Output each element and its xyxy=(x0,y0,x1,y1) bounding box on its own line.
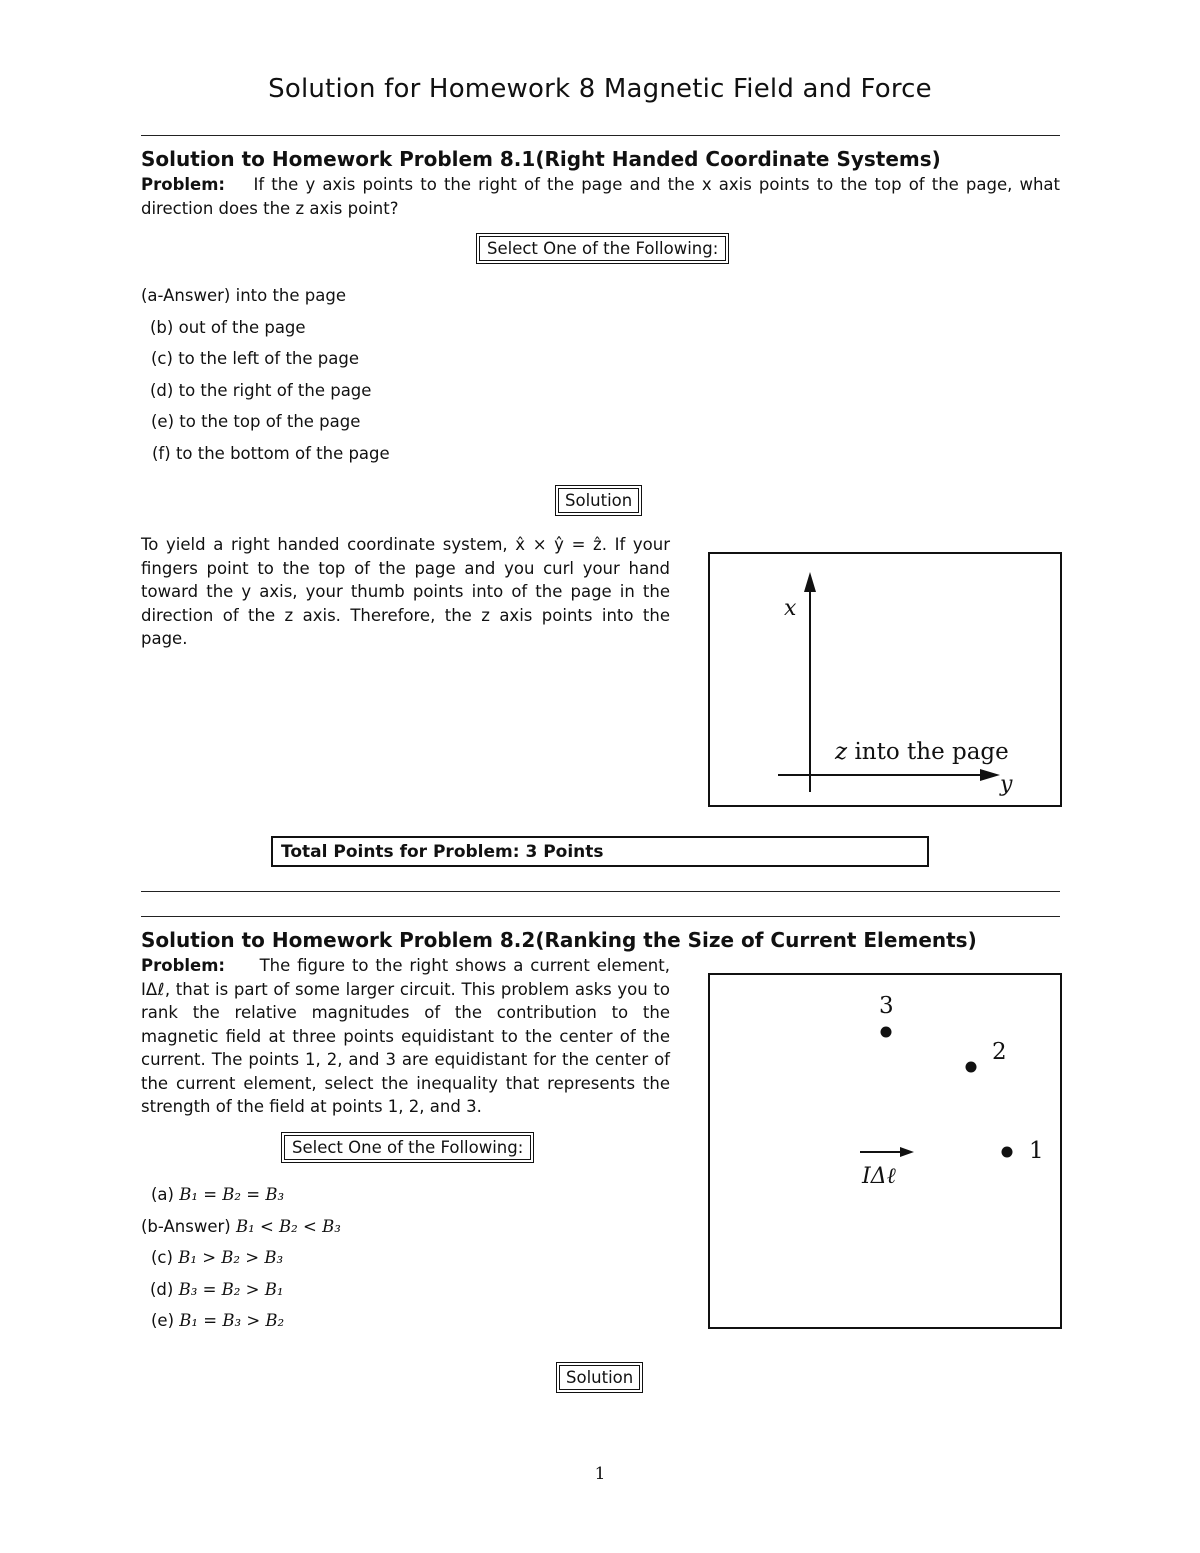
point-3-label: 3 xyxy=(879,993,894,1019)
problem-heading: Solution to Homework Problem 8.2(Ranking the Size of Current Elements) xyxy=(141,928,977,952)
choice-label: (e) xyxy=(151,412,175,431)
choice-label: (a-Answer) xyxy=(141,286,231,305)
solution-text: To yield a right handed coordinate system, x̂ × ŷ = ẑ. If your fingers point to the top of the page and you curl your hand toward the y axis, your thumb points into of the page in the direction of the z axis. Therefore, the z axis points into the page. xyxy=(141,535,670,648)
list-item xyxy=(141,381,390,413)
problem-label: Problem: xyxy=(141,956,226,975)
choice-label: (b) xyxy=(150,317,174,337)
z-axis-label: z xyxy=(835,739,848,765)
choice-text: into the page xyxy=(235,286,346,305)
select-box xyxy=(476,233,729,264)
coordinate-figure xyxy=(708,552,1062,807)
document-title: Solution for Homework 8 Magnetic Field and Force xyxy=(268,74,932,104)
list-item xyxy=(141,444,390,476)
point-1-dot xyxy=(1002,1147,1013,1158)
select-box xyxy=(281,1132,534,1163)
point-2-dot xyxy=(966,1062,977,1073)
problem-text: The figure to the right shows a current element, IΔℓ, that is part of some larger circuit. This problem asks you to rank the relative magnitudes of the contribution to the magnetic field at three points equidistant to the center of the current. The points 1, 2, and 3 are equidistant for the center of the current element, select the inequality that represents the strength of the field at points 1, 2, and 3. xyxy=(141,956,670,1116)
choice-text: B₁ = B₃ > B₂ xyxy=(179,1311,285,1330)
points-diagram xyxy=(710,975,1060,1327)
list-item xyxy=(141,1280,341,1312)
solution-label: Solution xyxy=(558,488,639,513)
choice-text: B₁ > B₂ > B₃ xyxy=(178,1248,284,1267)
solution-box xyxy=(556,1362,643,1393)
choice-text: to the right of the page xyxy=(178,380,372,400)
choice-list xyxy=(141,286,390,475)
choice-text: B₁ = B₂ = B₃ xyxy=(179,1185,285,1204)
current-element-figure xyxy=(708,973,1062,1329)
y-axis-label: y xyxy=(1000,772,1013,797)
problem-text: If the y axis points to the right of the page and the x axis points to the top of the page, what direction does the z axis point? xyxy=(141,175,1061,218)
solution-box xyxy=(555,485,642,516)
page-number: 1 xyxy=(594,1464,606,1484)
total-points-label: Total Points for Problem: 3 Points xyxy=(281,842,604,862)
list-item xyxy=(141,1248,341,1280)
select-label: Select One of the Following: xyxy=(284,1135,531,1160)
choice-label: (d) xyxy=(150,1279,174,1299)
divider xyxy=(141,891,1060,892)
point-1-label: 1 xyxy=(1029,1138,1044,1164)
choice-text: B₁ < B₂ < B₃ xyxy=(235,1216,341,1236)
divider xyxy=(141,916,1060,917)
choice-label: (a) xyxy=(151,1185,174,1204)
z-axis-text: into the page xyxy=(854,739,1009,765)
choice-text: to the bottom of the page xyxy=(175,443,390,463)
total-points-box xyxy=(271,836,929,867)
list-item xyxy=(141,412,390,444)
axes-diagram xyxy=(710,554,1060,805)
x-axis-label: x xyxy=(784,596,797,621)
problem-heading: Solution to Homework Problem 8.1(Right Handed Coordinate Systems) xyxy=(141,147,941,171)
problem-statement xyxy=(141,173,1060,220)
choice-text: to the top of the page xyxy=(179,412,361,431)
list-item xyxy=(141,1185,341,1217)
z-axis-caption xyxy=(835,739,1009,765)
list-item xyxy=(141,1217,341,1249)
y-axis-arrowhead xyxy=(980,769,1000,781)
choice-label: (c) xyxy=(151,349,173,368)
divider xyxy=(141,135,1060,136)
problem-label: Problem: xyxy=(141,175,226,194)
list-item xyxy=(141,1311,341,1343)
problem-statement xyxy=(141,954,670,1119)
choice-label: (c) xyxy=(151,1248,173,1267)
select-label: Select One of the Following: xyxy=(479,236,726,261)
choice-label: (d) xyxy=(150,380,174,400)
choice-text: B₃ = B₂ > B₁ xyxy=(178,1279,284,1299)
current-arrowhead xyxy=(900,1147,914,1157)
choice-label: (f) xyxy=(152,443,171,463)
solution-label: Solution xyxy=(559,1365,640,1390)
list-item xyxy=(141,286,390,318)
choice-list xyxy=(141,1185,341,1343)
point-3-dot xyxy=(881,1027,892,1038)
point-2-label: 2 xyxy=(992,1039,1007,1065)
list-item xyxy=(141,349,390,381)
current-element-label: IΔℓ xyxy=(862,1164,896,1189)
choice-text: to the left of the page xyxy=(178,349,359,368)
choice-text: out of the page xyxy=(178,317,306,337)
choice-label: (e) xyxy=(151,1311,175,1330)
x-axis-arrowhead xyxy=(804,572,816,592)
choice-label: (b-Answer) xyxy=(141,1216,231,1236)
list-item xyxy=(141,318,390,350)
